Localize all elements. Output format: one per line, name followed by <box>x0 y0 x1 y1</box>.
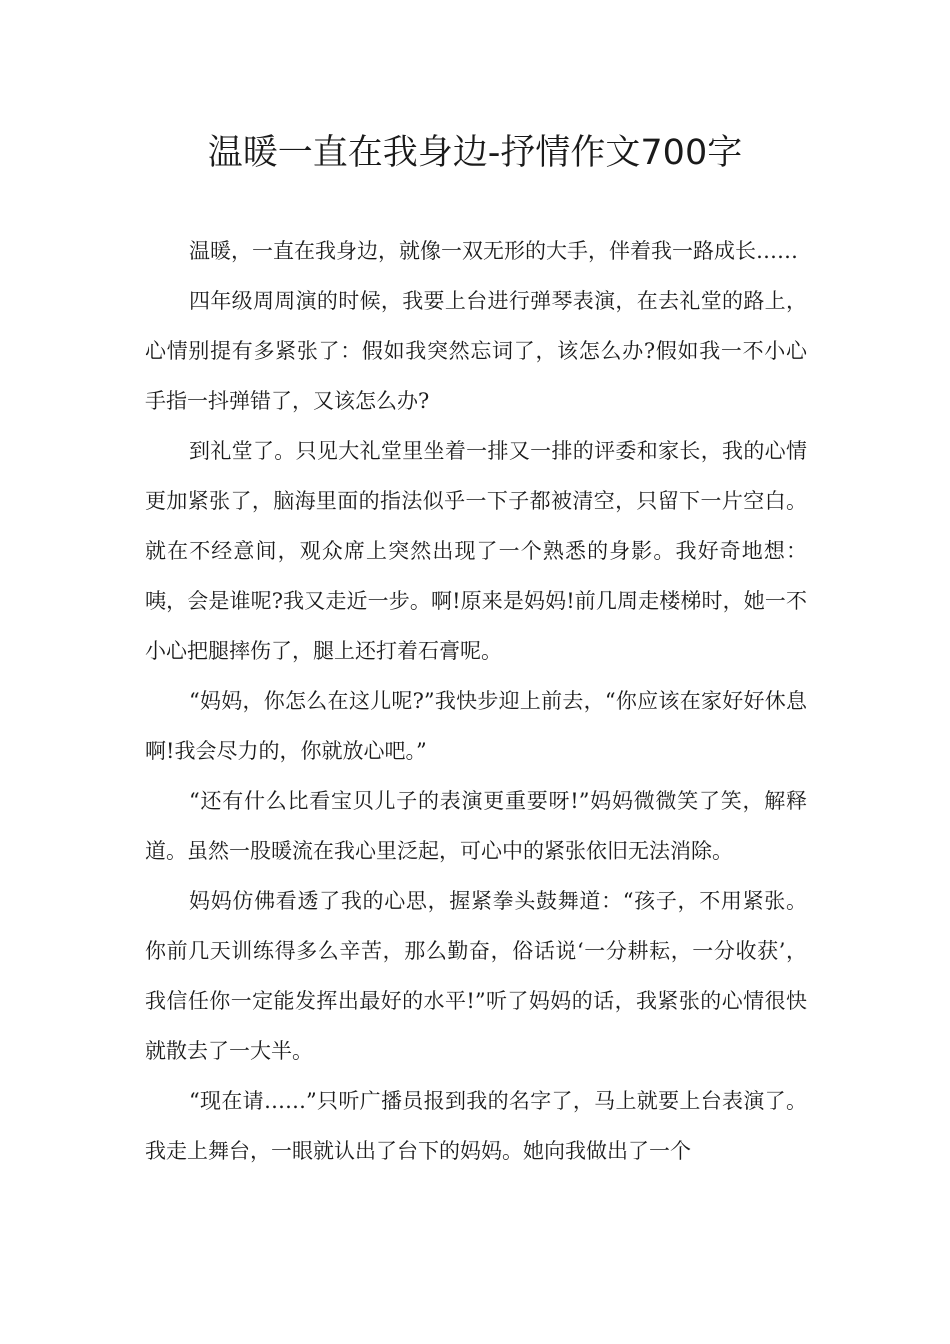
document-title: 温暖一直在我身边-抒情作文700字 <box>207 133 743 173</box>
paragraph: 到礼堂了。只见大礼堂里坐着一排又一排的评委和家长，我的心情更加紧张了，脑海里面的指法似乎一下子都被清空，只留下一片空白。就在不经意间，观众席上突然出现了一个熟悉的身影。我好奇地想：咦，会是谁呢?我又走近一步。啊!原来是妈妈!前几周走楼梯时，她一不小心把腿摔伤了，腿上还打着石膏呢。 <box>145 439 807 663</box>
paragraph: 温暖，一直在我身边，就像一双无形的大手，伴着我一路成长…… <box>189 239 798 263</box>
paragraph: “现在请……”只听广播员报到我的名字了，马上就要上台表演了。我走上舞台，一眼就认出了台下的妈妈。她向我做出了一个 <box>145 1089 807 1163</box>
document-body <box>145 226 807 1176</box>
paragraph: “妈妈，你怎么在这儿呢?”我快步迎上前去，“你应该在家好好休息啊!我会尽力的，你就放心吧。” <box>145 689 807 763</box>
paragraph: 四年级周周演的时候，我要上台进行弹琴表演，在去礼堂的路上，心情别提有多紧张了：假如我突然忘词了，该怎么办?假如我一不小心手指一抖弹错了，又该怎么办? <box>145 289 807 413</box>
paragraph: 妈妈仿佛看透了我的心思，握紧拳头鼓舞道：“孩子，不用紧张。你前几天训练得多么辛苦，那么勤奋，俗话说‘一分耕耘，一分收获’，我信任你一定能发挥出最好的水平!”听了妈妈的话，我紧张的心情很快就散去了一大半。 <box>145 889 807 1063</box>
paragraph: “还有什么比看宝贝儿子的表演更重要呀!”妈妈微微笑了笑，解释道。虽然一股暖流在我心里泛起，可心中的紧张依旧无法消除。 <box>145 789 807 863</box>
